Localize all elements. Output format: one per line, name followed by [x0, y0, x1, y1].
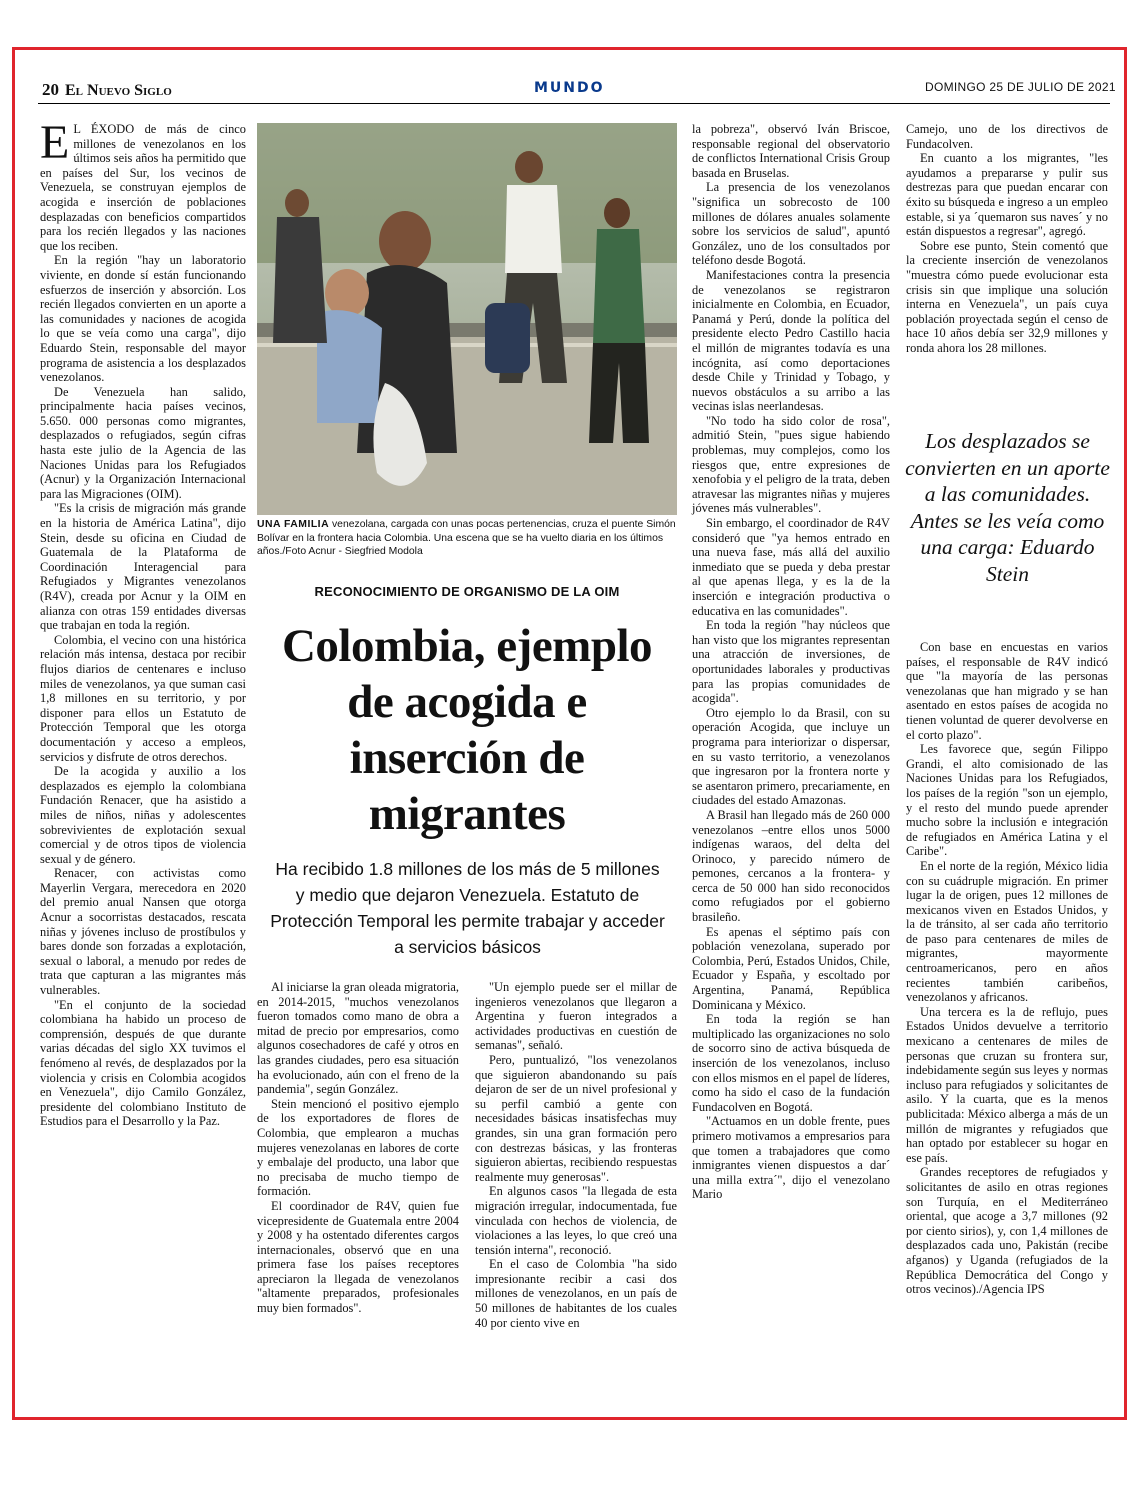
paragraph: Sin embargo, el coordinador de R4V consideró que "ya hemos entrado en una nueva fase, más allá del auxilio inmediato que se pueda y deba prestar al que apenas llega, y es la de la inserción e integración productiva o educativa en las comunidades".	[692, 516, 890, 618]
article-column-1	[40, 116, 246, 1129]
paragraph: "Es la crisis de migración más grande en la historia de América Latina", dijo Stein, desde su oficina en Ciudad de Guatemala de la Plataforma de Coordinación Interagencial para Refugiados y Migrantes venezolanos (R4V), creada por Acnur y la OIM en alianza con otras 159 entidades diversas que trabajan en toda la región.	[40, 501, 246, 633]
paragraph: Otro ejemplo lo da Brasil, con su operación Acogida, que incluye un programa para interiorizar o dispersar, en su vasto territorio, a venezolanos que ingresaron por la frontera norte y se asentaron primero, precariamente, en ciudades del estado Amazonas.	[692, 705, 890, 808]
news-photo	[257, 123, 677, 515]
paragraph: Manifestaciones contra la presencia de venezolanos se registraron inicialmente en Colombia, en Ecuador, Panamá y Perú, donde la política del presidente electo Pedro Castillo hacia el millón de migrantes todavía es una incógnita, así como deportaciones desde Chile y Trinidad y Tobago, y nuevos obstáculos a su arribo a las vecinas islas neerlandesas.	[692, 267, 890, 414]
caption-lead: UNA FAMILIA	[257, 519, 330, 530]
article-column-3	[475, 980, 677, 1330]
paragraph: "Actuamos en un doble frente, pues primero motivamos a empresarios para que tomen a trabajadores que como inmigrantes vienen dispuestos a dar´ una milla extra´", dijo el venezolano Mario	[692, 1114, 890, 1202]
paragraph: Al iniciarse la gran oleada migratoria, en 2014-2015, "muchos venezolanos fueron tomados como mano de obra a mitad de precio por empresarios, como algunos cosechadores de café y otros en las grandes ciudades, pero esa situación ha evolucionado, aún con el freno de la pandemia", según González.	[257, 980, 459, 1097]
paragraph: Stein mencionó el positivo ejemplo de los exportadores de flores de Colombia, que emplearon a muchas mujeres venezolanas en labores de corte y embalaje del producto, una labor que no precisaba de mucho tiempo de formación.	[257, 1096, 459, 1199]
article-kicker: RECONOCIMIENTO DE ORGANISMO DE LA OIM	[314, 584, 620, 599]
pull-quote: Los desplazados se convierten en un aporte a las comunidades. Antes se les veía como una carga: Eduardo Stein	[905, 429, 1110, 586]
paragraph: De la acogida y auxilio a los desplazados es ejemplo la colombiana Fundación Renacer, que ha asistido a miles de niños, niñas y adolescentes sobrevivientes de explotación sexual comercial y de otros tipos de violencia sexual y de género.	[40, 764, 246, 866]
paragraph: La presencia de los venezolanos "significa un sobrecosto de 100 millones de dólares anuales solamente sobre los servicios de salud", apuntó González, uno de los consultados por teléfono desde Bogotá.	[692, 180, 890, 268]
photo-caption	[257, 518, 677, 559]
paragraph: la pobreza", observó Iván Briscoe, responsable regional del observatorio de conflictos International Crisis Group basada en Bruselas.	[692, 122, 890, 180]
paragraph: Es apenas el séptimo país con población venezolana, superado por Colombia, Perú, Estados Unidos, Chile, Ecuador y España, y escoltado por Argentina, Panamá, República Dominicana y México.	[692, 924, 890, 1012]
paragraph: "No todo ha sido color de rosa", admitió Stein, "pues sigue habiendo problemas, muy complejos, como los riesgos que, entre expresiones de xenofobia y el peligro de la trata, deben atravesar las migrantes niñas y mujeres jóvenes más vulnerables".	[692, 413, 890, 516]
paragraph: El coordinador de R4V, quien fue vicepresidente de Guatemala entre 2004 y 2008 y ha ostentado diferentes cargos internacionales, observó que en una primera fase los países receptores apreciaron la llegada de venezolanos "altamente preparados, profesionales muy bien formados".	[257, 1198, 459, 1316]
newspaper-name: El Nuevo Siglo	[65, 82, 172, 99]
paragraph: En toda la región se han multiplicado las organizaciones no solo de socorro sino de activa búsqueda de inserción de los venezolanos, incluso con ellos mismos en el papel de líderes, como ha sido el caso de la fundación Fundacolven en Bogotá.	[692, 1012, 890, 1114]
section-label: MUNDO	[534, 80, 605, 96]
caption-text: venezolana, cargada con unas pocas pertenencias, cruza el puente Simón Bolívar en la frontera hacia Colombia. Una escena que se ha vuelto diaria en los últimos años./Foto Acnur - Siegfried Modola	[257, 519, 676, 557]
paragraph: Grandes receptores de refugiados y solicitantes de asilo en otras regiones son Turquía, en el Mediterráneo oriental, que acoge a 3,7 millones (92 por ciento sirios), y, con 1,4 millones de desplazados cada uno, Pakistán (recibe afganos) y Uganda (refugiados de la República Democrática del Congo y otros vecinos)./Agencia IPS	[906, 1165, 1108, 1297]
paragraph: Les favorece que, según Filippo Grandi, el alto comisionado de las Naciones Unidas para los Refugiados, los países de la región "son un ejemplo, y el resto del mundo puede aprender mucho sobre la inclusión e integración de refugiados en América Latina y el Caribe".	[906, 742, 1108, 859]
paragraph: En el caso de Colombia "ha sido impresionante recibir a casi dos millones de venezolanos, en un país de 50 millones de habitantes de los cuales 40 por ciento vive en	[475, 1257, 677, 1330]
paragraph: Una tercera es la de reflujo, pues Estados Unidos devuelve a territorio mexicano a centenares de miles de personas que cruzan su frontera sur, indebidamente según sus leyes y normas incluso para refugiados y solicitantes de asilo. Y la cuarta, que es la menos publicitada: México alberga a más de un millón de migrantes y refugiados que han optado por establecer su hogar en ese país.	[906, 1004, 1108, 1165]
paragraph-text: de más de cinco millones de venezolanos en los últimos seis años ha permitido que en países del Sur, los vecinos de Venezuela, se construyan ejemplos de acogida e inserción de poblaciones desplazadas con beneficios compartidos para los recién llegados y las naciones que los reciben.	[40, 122, 246, 253]
paragraph: A Brasil han llegado más de 260 000 venezolanos –entre ellos unos 5000 indígenas waraos, del delta del Orinoco, y parecido número de pemones, cercanos a la frontera- y cerca de 50 000 han sido reconocidos como refugiados por el gobierno brasileño.	[692, 807, 890, 925]
paragraph: Pero, puntualizó, "los venezolanos que siguieron abandonando su país dejaron de ser de un nivel profesional y su perfil cambió a gente con necesidades básicas insatisfechas muy grandes, sin una gran formación pero con destrezas básicas, y las fronteras siguieron abiertas, recibiendo respuestas realmente muy generosas".	[475, 1052, 677, 1184]
paragraph: Camejo, uno de los directivos de Fundacolven.	[906, 122, 1108, 151]
lead-words: L ÉXODO	[73, 122, 135, 136]
paragraph: "Un ejemplo puede ser el millar de ingenieros venezolanos que llegaron a Argentina y fueron integrados a actividades productivas en cuestión de semanas", señaló.	[475, 980, 677, 1053]
photo-illustration	[257, 123, 677, 515]
paragraph: De Venezuela han salido, principalmente hacia países vecinos, 5.650. 000 personas como migrantes, desplazados o refugiados, según cifras hasta este julio de la Agencia de las Naciones Unidas para los Refugiados (Acnur) y la Organización Internacional para las Migraciones (OIM).	[40, 384, 246, 501]
paragraph: En toda la región "hay núcleos que han visto que los migrantes representan una atracción de inversiones, de oportunidades laborales y productivas para las propias comunidades de acogida".	[692, 618, 890, 706]
page-header-left	[42, 80, 172, 102]
paragraph: Colombia, el vecino con una histórica relación más intensa, destaca por recibir flujos diarios de centenares e incluso miles de venezolanos, ya que suman casi 1,8 millones en su territorio, y por disponer para ellos un Estatuto de Protección Temporal que les otorga documentación y acceso a empleos, servicios y disfrute de otros derechos.	[40, 632, 246, 764]
article-column-5-bottom	[906, 640, 1108, 1297]
article-column-4	[692, 122, 890, 1202]
article-column-2	[257, 980, 459, 1316]
issue-date: DOMINGO 25 DE JULIO DE 2021	[925, 80, 1116, 94]
article-column-5-top	[906, 122, 1108, 356]
drop-cap: E	[40, 116, 70, 169]
paragraph: Con base en encuestas en varios países, el responsable de R4V indicó que "la mayoría de las personas venezolanas que han migrado y se han asentado en estos países de acogida no tienen voluntad de querer devolverse en el corto plazo".	[906, 640, 1108, 742]
paragraph: En el norte de la región, México lidia con su cuádruple migración. En primer lugar la de origen, pues 12 millones de mexicanos viven en Estados Unidos, y la de tránsito, al ser cada año territorio de paso para centenares de miles de migrantes, mayormente centroamericanos, pero en años recientes también caribeños, venezolanos y africanos.	[906, 858, 1108, 1005]
page-number: 20	[42, 80, 59, 99]
paragraph: Sobre ese punto, Stein comentó que la creciente inserción de venezolanos "muestra cómo puede evolucionar esta crisis sin que implique una solución interna en Venezuela", un país cuya población proyectada según el censo de hace 10 años debía ser 32,9 millones y ronda ahora los 28 millones.	[906, 238, 1108, 355]
article-headline: Colombia, ejemplo de acogida e inserción de migrantes	[281, 620, 653, 840]
article-deck: Ha recibido 1.8 millones de los más de 5 millones y medio que dejaron Venezuela. Estatuto de Protección Temporal les permite trabajar y acceder a servicios básicos	[270, 859, 665, 957]
paragraph: "En el conjunto de la sociedad colombiana ha habido un proceso de comprensión, después de que durante varias décadas del siglo XX tuvimos el fenómeno al revés, de desplazados por la violencia y crisis en Colombia acogidos en Venezuela", dijo Camilo González, presidente del colombiano Instituto de Estudios para el Desarrollo y la Paz.	[40, 997, 246, 1129]
header-rule	[38, 103, 1110, 104]
paragraph	[40, 116, 246, 253]
paragraph: En algunos casos "la llegada de esta migración irregular, indocumentada, fue vinculada con hechos de violencia, de violaciones a las leyes, lo que creó una tensión interna", reconoció.	[475, 1184, 677, 1257]
paragraph: En cuanto a los migrantes, "les ayudamos a prepararse y pulir sus destrezas para que puedan encarar con éxito su búsqueda e ingreso a un empleo estable, si ya ´quemaron sus naves´ y no están dispuestos a regresar", agregó.	[906, 151, 1108, 239]
paragraph: Renacer, con activistas como Mayerlin Vergara, merecedora en 2020 del premio anual Nansen que otorga Acnur a socorristas destacados, rescata niñas y jóvenes incluso de prostíbulos y bares donde son forzadas a explotación, sexual o laboral, a menudo por redes de trata que capturan a las migrantes más vulnerables.	[40, 866, 246, 998]
paragraph: En la región "hay un laboratorio viviente, en donde sí están funcionando esfuerzos de inserción y absorción. Los recién llegados convierten en un aporte a las comunidades y naciones de acogida lo que se veía como una carga", dijo Eduardo Stein, responsable del mayor programa de asistencia a los desplazados venezolanos.	[40, 253, 246, 385]
